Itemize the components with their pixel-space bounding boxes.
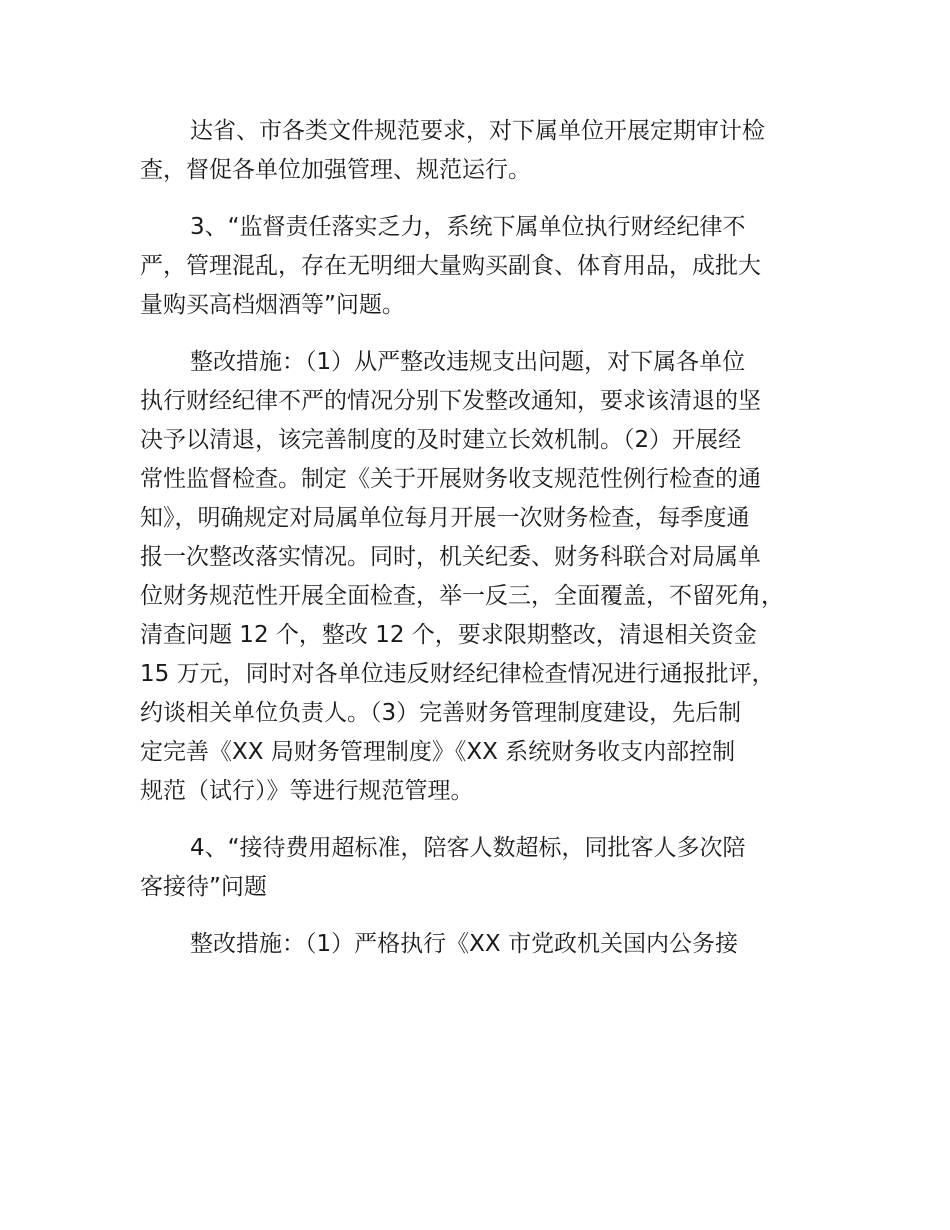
text-line: 严，管理混乱，存在无明细大量购买副食、体育用品，成批大 <box>140 253 761 279</box>
text-line: 报一次整改落实情况。同时，机关纪委、财务科联合对局属单 <box>140 544 761 570</box>
text-line: 查，督促各单位加强管理、规范运行。 <box>140 157 531 183</box>
text-line: 规范（试行）》等进行规范管理。 <box>140 778 474 804</box>
text-line: 15 万元，同时对各单位违反财经纪律检查情况进行通报批评， <box>140 661 775 687</box>
text-line: 清查问题 12 个，整改 12 个，要求限期整改，清退相关资金 <box>140 622 757 648</box>
body-text <box>140 112 820 964</box>
text-line: 知》，明确规定对局属单位每月开展一次财务检查，每季度通 <box>140 505 750 531</box>
text-line: 4、“接待费用超标准，陪客人数超标，同批客人多次陪 <box>190 835 746 861</box>
text-line: 执行财经纪律不严的情况分别下发整改通知，要求该清退的坚 <box>140 388 761 414</box>
text-line: 3、“监督责任落实乏力，系统下属单位执行财经纪律不 <box>190 214 746 240</box>
text-line: 达省、市各类文件规范要求，对下属单位开展定期审计检 <box>190 118 765 144</box>
text-line: 位财务规范性开展全面检查，举一反三，全面覆盖，不留死角， <box>140 583 784 609</box>
text-line: 量购买高档烟酒等”问题。 <box>140 292 405 318</box>
text-line: 整改措施：（1）严格执行《XX 市党政机关国内公务接 <box>190 931 738 957</box>
text-line: 决予以清退，该完善制度的及时建立长效机制。（2）开展经 <box>140 427 742 453</box>
text-line: 定完善《XX 局财务管理制度》《XX 系统财务收支内部控制 <box>140 739 736 765</box>
text-line: 常性监督检查。制定《关于开展财务收支规范性例行检查的通 <box>140 466 761 492</box>
text-line: 约谈相关单位负责人。（3）完善财务管理制度建设，先后制 <box>140 700 742 726</box>
text-line: 客接待”问题 <box>140 874 267 900</box>
text-line: 整改措施：（1）从严整改违规支出问题，对下属各单位 <box>190 349 746 375</box>
